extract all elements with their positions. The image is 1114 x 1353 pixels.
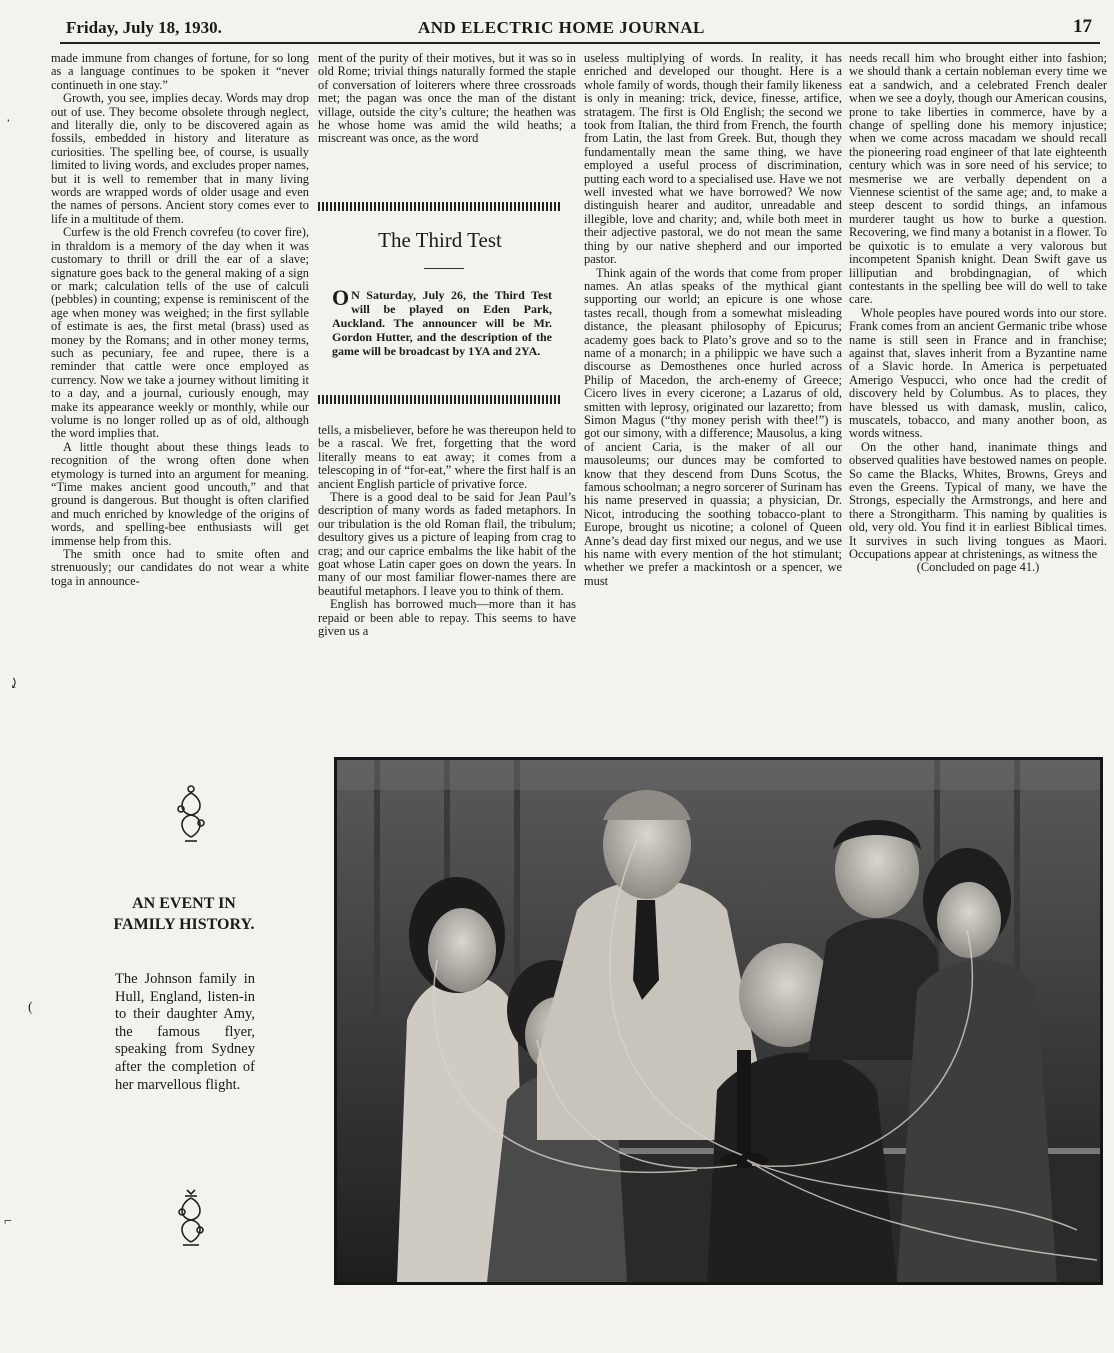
photo-caption-title: AN EVENT IN FAMILY HISTORY. bbox=[113, 895, 255, 933]
notice-body: N Saturday, July 26, the Third Test will be played on Eden Park, Auckland. The announcer will be Mr. Gordon Hutter, and the description of the game will be broadcast by 1YA and 2YA. bbox=[332, 288, 552, 358]
publication-title: AND ELECTRIC HOME JOURNAL bbox=[418, 18, 705, 37]
family-photo bbox=[334, 757, 1103, 1285]
scan-mark: ⤸ bbox=[8, 677, 20, 692]
paragraph: On the other hand, inanimate things and observed qualities have bestowed names on people. So came the Blacks, Whites, Browns, Greys and even the Greens. Typical of many, we have the Strongs, especially the Armstrongs, and here and there a Strongitharm. This naming by qualities is old, very old. You find it in earliest Biblical times. It survives in such living tongues as Maori. Occupations appear at christenings, as witness the bbox=[849, 439, 1107, 562]
notice-title: The Third Test bbox=[378, 228, 502, 252]
article-column-1 bbox=[51, 52, 309, 745]
dotted-rule bbox=[318, 395, 562, 404]
paragraph: useless multiplying of words. In reality, it has enriched and developed our thought. Here is a whole family of words, though their family likeness is only in meaning: trick, device, finesse, artifice, stratagem. The first is Old English; the second we took from Italian, the third from French, the fourth from Latin, the last from Greek. But, though they fundamentally mean the same thing, we have employed a useful process of discrimination, putting each word to a specialised use. Have we not well invested what we have borrowed? We now distinguish hearer and auditor, unreadable and illegible, love and charity; and, while both meet in their adjective pastoral, we do not mean the same thing by our native shepherd and our imported pastor. bbox=[584, 51, 842, 267]
paragraph: The smith once had to smite often and strenuously; our candidates do not wear a white toga in announce- bbox=[51, 547, 309, 588]
paragraph: Growth, you see, implies decay. Words may drop out of use. They become obsolete through neglect, and literally die, only to be discovered again as fossils, embedded in history and literature as curiosities. The spelling bee, of course, is usually limited to living words, and excludes proper names, but it is well to remember that in many living words are wrapped words of older usage and even the names of persons. Ancient story comes ever to life in a multitude of them. bbox=[51, 91, 309, 226]
scan-mark: ᾿ bbox=[6, 118, 11, 133]
paragraph: tells, a misbeliever, before he was thereupon held to be a rascal. We fret, forgetting that the word literally means to eat away; it comes from a telescoping in of “for-eat,” where the first half is an ancient English particle of privative force. bbox=[318, 423, 576, 491]
paragraph: A little thought about these things leads to recognition of the wrong often done when etymology is turned into an argument for meaning. “Time makes ancient good uncouth,” and that ground is dangerous. But thought is often clarified and much enriched by knowledge of the origins of words, and spelling-bee enthusiasts will get immense help from this. bbox=[51, 439, 309, 548]
article-column-2-top bbox=[318, 52, 576, 192]
title-rule bbox=[424, 268, 464, 269]
scan-mark: ⌐ bbox=[4, 1214, 12, 1229]
continued-note: (Concluded on page 41.) bbox=[916, 560, 1040, 575]
paragraph: There is a good deal to be said for Jean Paul’s description of many words as faded metaphors. In our tribulation is the old Roman flail, the tribulum; desultory gives us a picture of leaping from crag to crag; and our caprice embalms the like habit of the goat whose Latin caper goes on down the years. In many of our most familiar flower-names there are beautiful metaphors. I leave you to think of them. bbox=[318, 490, 576, 598]
article-column-3 bbox=[584, 52, 842, 742]
article-column-2-bottom bbox=[318, 424, 576, 744]
notice-text bbox=[332, 285, 552, 358]
paragraph: Think again of the words that come from proper names. An atlas speaks of the mythical giant supporting our world; an epicure is one whose tastes recall, though from a somewhat misleading distance, the pleasant philosophy of Epicurus; academy goes back to Plato’s grove and so to the name of a monarch; in a philippic we have such a discourse as Demosthenes once hurled across Philip of Macedon, the arch-enemy of Greece; Cicero lives in every cicerone; a Lazarus of old, smitten with leprosy, originated our lazaretto; from Simon Magus (“thy money perish with thee!”) is got our simony, with a difference; Mausolus, a king of ancient Caria, is the maker of all our mausoleums; our dunces may be comforted to know that they descend from Duns Scotus, the famous schoolman; a negro sorcerer of Surinam has his name preserved in quassia; a physician, Dr. Nicot, introducing the soothing tobacco-plant to Europe, brought us nicotine; a colonel of Queen Anne’s dead day first mixed our negus, and we use his name with every mention of the hot stimulant; whether we prefer a mackintosh or a spencer, we must bbox=[584, 265, 842, 588]
page-header bbox=[60, 14, 1100, 44]
issue-date: Friday, July 18, 1930. bbox=[66, 18, 222, 37]
drop-cap: O bbox=[332, 285, 350, 310]
ornament-icon bbox=[165, 1186, 217, 1248]
page-number: 17 bbox=[1073, 16, 1092, 37]
photo-caption-text: The Johnson family in Hull, England, listen-in to their daughter Amy, the famous flyer, speaking from Sydney after the completion of her marvellous flight. bbox=[115, 971, 255, 1093]
paragraph: made immune from changes of fortune, for so long as a language continues to be spoken it “never continueth in one stay.” bbox=[51, 51, 309, 92]
article-column-4 bbox=[849, 52, 1107, 742]
ornament-icon bbox=[165, 783, 217, 845]
paragraph: ment of the purity of their motives, but it was so in old Rome; trivial things naturally formed the staple of conversation of loiterers where three crossroads met; the pagan was once the man of the distant village, outside the city’s culture; the heathen was he whose home was amid the wild heaths; a miscreant was once, as the word bbox=[318, 51, 576, 146]
paragraph: Whole peoples have poured words into our store. Frank comes from an ancient Germanic tribe whose name is still seen in France and in franchise; against that, slaves inherit from a Byzantine name of a Slavic horde. In America is perpetuated Amerigo Vespucci, who once had the credit of discovery held by Columbus. As to places, they have blessed us with damask, muslin, calico, muscatels, tobacco, and many another boon, as words witness. bbox=[849, 305, 1107, 441]
paragraph: needs recall him who brought either into fashion; we should thank a certain nobleman every time we eat a sandwich, and a celebrated French dealer when we see a doyly, though our American cousins, prone to take liberties in commerce, have by a change of spelling done his memory injustice; when we come across macadam we should recall the pioneering road engineer of that late eighteenth century which was in sore need of his service; to mesmerise we are verbally dependent on a Viennese scientist of the same age; and, to make a steep descent to sordid things, an infamous murderer taught us how to burke a question. Recovering, we find many a botanist in a flower. To be quixotic is to emulate a very valorous but incompetent Spanish knight. Dean Swift gave us lilliputian and brobdingnagian, of which contestants in the spelling bee will do well to take care. bbox=[849, 51, 1107, 307]
dotted-rule bbox=[318, 202, 562, 211]
paragraph: Curfew is the old French covrefeu (to cover fire), in thraldom is a memory of the day when it was customary to thrill or drill the ear of a slave; signature goes back to the general making of a sign or mark; calculation tells of the use of calculi (pebbles) in counting; expense is reminiscent of the age when money was weighed; in the first syllable of estimate is aes, the first metal (brass) used as money by the Romans; and in other money terms, such as pecuniary, fee and rupee, there is a reminder that cattle were once employed as currency. Now we take a journey without limiting it to a day, and a journal, curiously enough, may make its appearance weekly or monthly, while our volume is no longer rolled up as of old, although the word implies that. bbox=[51, 225, 309, 441]
paragraph: English has borrowed much—more than it has repaid or been able to repay. This seems to have given us a bbox=[318, 597, 576, 639]
scan-mark: ( bbox=[28, 1000, 33, 1015]
